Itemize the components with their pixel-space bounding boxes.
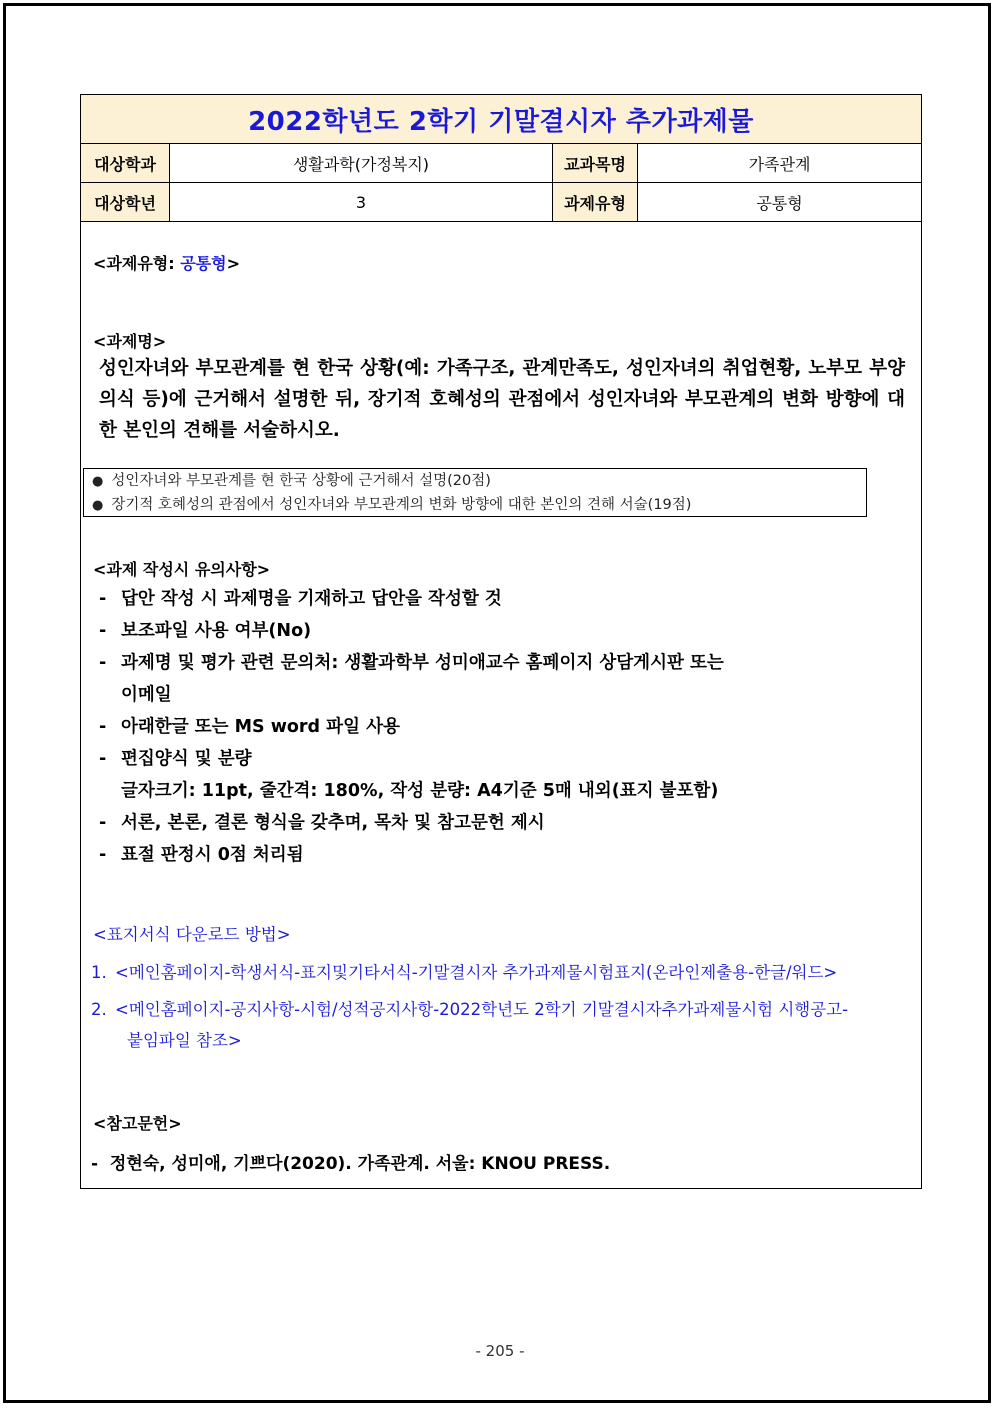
assignment-type-line: <과제유형: 공통형> — [93, 254, 240, 273]
dept-label: 대상학과 — [81, 144, 170, 183]
type-label: 과제유형 — [553, 183, 638, 222]
type-value: 공통형 — [638, 183, 922, 222]
list-item: - 과제명 및 평가 관련 문의처: 생활과학부 성미애교수 홈페이지 상담게시판 또는 이메일 — [99, 653, 724, 705]
assignment-type-value: 공통형 — [180, 254, 227, 273]
table-row — [81, 144, 921, 183]
bullet-icon: ● — [92, 498, 104, 513]
bullet-icon: ● — [92, 474, 104, 489]
grading-criteria-box — [83, 468, 867, 517]
list-item: - 표절 판정시 0점 처리됨 — [99, 845, 304, 865]
list-item: - 보조파일 사용 여부(No) — [99, 621, 312, 641]
year-value: 3 — [170, 183, 553, 222]
reference-item: - 정현숙, 성미애, 기쁘다(2020). 가족관계. 서울: KNOU PRESS. — [91, 1154, 611, 1174]
table-row — [81, 183, 921, 222]
page-number: - 205 - — [475, 1342, 525, 1360]
list-item: 1. <메인홈페이지-학생서식-표지및기타서식-기말결시자 추가과제물시험표지(온라인제출용-한글/워드> — [91, 963, 838, 982]
dept-value: 생활과학(가정복지) — [170, 144, 553, 183]
criteria-item: ● 장기적 호혜성의 관점에서 성인자녀와 부모관계의 변화 방향에 대한 본인의 견해 서술(19점) — [92, 497, 692, 513]
download-list — [91, 957, 913, 1062]
criteria-item: ● 성인자녀와 부모관계를 현 한국 상황에 근거해서 설명(20점) — [92, 473, 491, 489]
notes-heading: <과제 작성시 유의사항> — [93, 560, 271, 579]
list-item: - 서론, 본론, 결론 형식을 갖추며, 목차 및 참고문헌 제시 — [99, 813, 545, 833]
year-label: 대상학년 — [81, 183, 170, 222]
notes-list — [99, 583, 909, 871]
course-value: 가족관계 — [638, 144, 922, 183]
list-item: - 아래한글 또는 MS word 파일 사용 — [99, 717, 400, 737]
download-heading: <표지서식 다운로드 방법> — [93, 925, 291, 944]
references-heading: <참고문헌> — [93, 1114, 182, 1133]
course-label: 교과목명 — [553, 144, 638, 183]
task-heading: <과제명> — [93, 332, 167, 351]
info-table — [81, 144, 921, 222]
document-title: 2022학년도 2학기 기말결시자 추가과제물 — [81, 95, 921, 144]
list-item: - 답안 작성 시 과제명을 기재하고 답안을 작성할 것 — [99, 589, 502, 609]
list-item: - 편집양식 및 분량 글자크기: 11pt, 줄간격: 180%, 작성 분량: A4기준 5매 내외(표지 불포함) — [99, 749, 719, 801]
assignment-document — [80, 94, 922, 1189]
list-item: 2. <메인홈페이지-공지사항-시험/성적공지사항-2022학년도 2학기 기말결시자추가과제물시험 시행공고- 붙임파일 참조> — [91, 1000, 849, 1050]
task-body: 성인자녀와 부모관계를 현 한국 상황(예: 가족구조, 관계만족도, 성인자녀의 취업현황, 노부모 부양의식 등)에 근거해서 설명한 뒤, 장기적 호혜성의 관점에서 성인자녀와 부모관계의 변화 방향에 대한 본인의 견해를 서술하시오. — [99, 358, 905, 441]
